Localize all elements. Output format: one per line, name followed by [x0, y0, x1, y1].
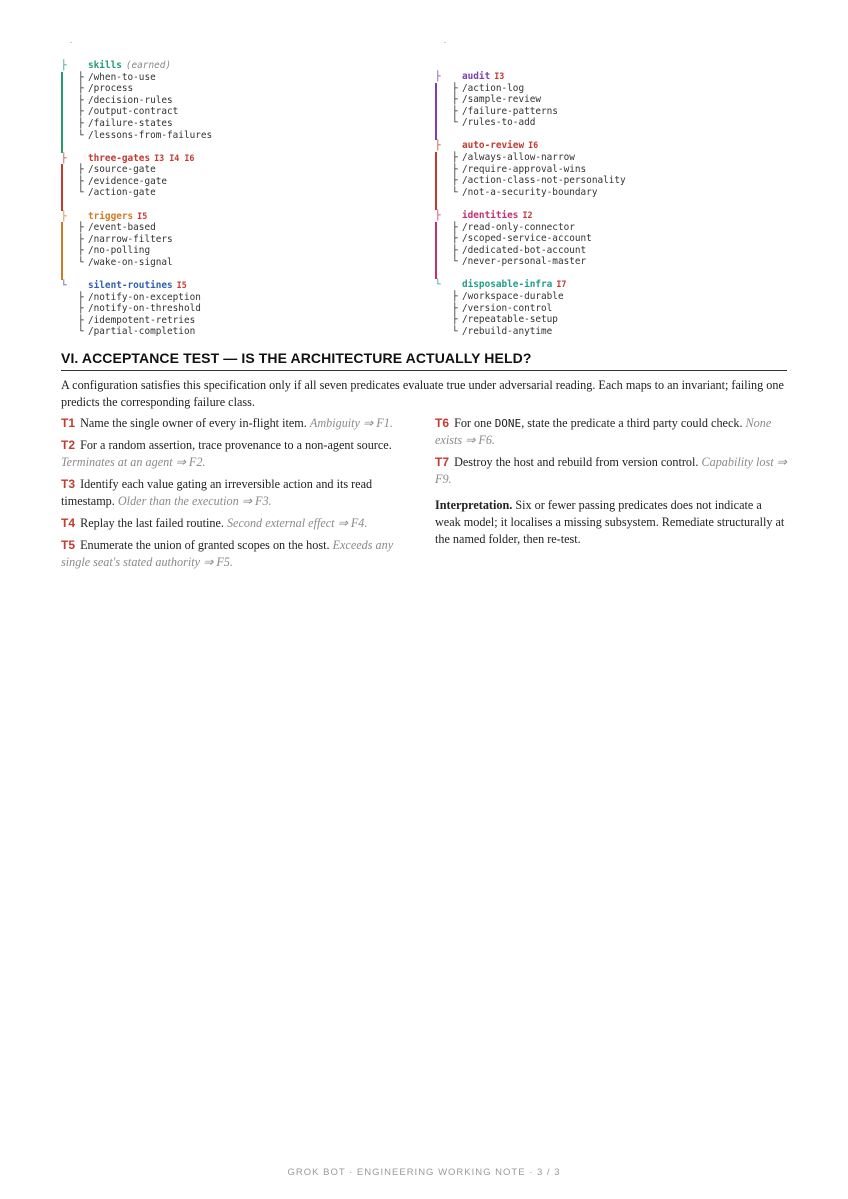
test-id: T3	[61, 477, 76, 491]
folder-label: disposable-infra	[462, 279, 553, 291]
test-id: T6	[435, 416, 450, 430]
test-failure: Exceeds any single seat's stated authority ⇒ F5.	[61, 538, 394, 569]
invariant-tag: I6	[528, 140, 539, 151]
test-id: T4	[61, 516, 76, 530]
subfolder-item	[452, 94, 541, 106]
subfolder-item	[452, 303, 552, 315]
subfolder-item	[452, 256, 586, 268]
subfolder-label: /lessons-from-failures	[88, 129, 213, 141]
folder-label: silent-routines	[88, 280, 173, 291]
subfolder-item	[78, 315, 195, 327]
subfolder-label: /not-a-security-boundary	[462, 186, 598, 198]
subfolder-row	[435, 117, 785, 129]
tree-line	[61, 118, 63, 130]
test-failure: Second external effect ⇒ F4.	[226, 516, 368, 530]
subfolder-item	[78, 234, 173, 246]
subfolder-label: /sample-review	[462, 94, 542, 106]
folder-name	[88, 211, 147, 223]
test-item	[435, 454, 787, 488]
folder-name	[88, 153, 194, 165]
branch-connector-icon: ├	[452, 94, 458, 106]
subfolder-label: /require-approval-wins	[462, 163, 587, 175]
interpretation-note	[435, 497, 787, 548]
test-item	[61, 537, 396, 571]
subfolder-item	[452, 83, 524, 95]
tree-line	[435, 175, 437, 187]
subfolder-item	[78, 83, 133, 95]
folder-tree-right	[435, 71, 785, 349]
section-intro: A configuration satisfies this specification only if all seven predicates evaluate true under adversarial reading. Each maps to an invariant; failing one predicts the corresponding failure class.	[61, 378, 784, 409]
tests-column-right	[435, 415, 787, 553]
folder-row	[61, 280, 401, 292]
branch-connector-icon: ├	[78, 291, 84, 303]
branch-connector-icon: ├	[78, 106, 84, 118]
subfolder-label: /when-to-use	[88, 71, 156, 83]
inline-code: DONE	[494, 417, 522, 430]
tree-line	[61, 130, 63, 142]
branch-connector-icon: ├	[452, 221, 458, 233]
tree-line	[435, 268, 437, 280]
subfolder-row	[435, 175, 785, 187]
subfolder-label: /decision-rules	[88, 94, 173, 106]
tree-line	[61, 257, 63, 269]
subfolder-label: /narrow-filters	[88, 233, 173, 245]
tree-line	[61, 106, 63, 118]
invariant-tag: I5	[137, 210, 148, 221]
tree-line	[61, 95, 63, 107]
folder-group	[61, 280, 401, 338]
subfolder-item	[78, 72, 156, 84]
branch-connector-icon: ├	[61, 60, 67, 71]
subfolder-label: /scoped-service-account	[462, 233, 592, 245]
invariant-tag: I2	[522, 209, 533, 220]
folder-row	[435, 71, 785, 83]
subfolder-item	[452, 117, 535, 129]
subfolder-label: /workspace-durable	[462, 291, 564, 302]
branch-connector-icon: ├	[452, 314, 458, 326]
test-failure: Older than the execution ⇒ F3.	[117, 494, 272, 508]
folder-group	[61, 60, 401, 141]
subfolder-item	[452, 175, 626, 187]
folder-label: audit	[462, 71, 491, 82]
subfolder-row	[61, 234, 401, 246]
subfolder-label: /always-allow-narrow	[462, 152, 575, 164]
folder-label: auto-review	[462, 140, 525, 152]
tree-line	[435, 233, 437, 245]
subfolder-item	[452, 233, 592, 245]
branch-connector-icon: ├	[78, 222, 84, 234]
page-footer: GROK BOT · ENGINEERING WORKING NOTE · 3 / 3	[287, 1167, 561, 1178]
branch-connector-icon: ├	[452, 105, 458, 117]
subfolder-label: /never-personal-master	[462, 256, 587, 268]
folder-name	[462, 71, 504, 83]
folder-name	[88, 60, 171, 72]
branch-connector-icon: ├	[452, 291, 458, 302]
folder-row	[435, 210, 785, 222]
branch-connector-icon: ├	[78, 94, 84, 106]
folder-name	[462, 140, 538, 152]
tree-line	[435, 164, 437, 176]
subfolder-label: /repeatable-setup	[462, 314, 558, 326]
folder-row	[61, 153, 401, 165]
subfolder-label: /rules-to-add	[462, 117, 536, 129]
subfolder-row	[61, 95, 401, 107]
subfolder-label: /action-gate	[88, 187, 156, 199]
interpretation-text: Six or fewer passing predicates does not indicate a weak model; it localises a missing subsystem. Remediate structurally at the named folder, then re-test.	[435, 498, 785, 546]
test-text: Enumerate the union of granted scopes on the host.	[80, 538, 330, 552]
branch-connector-icon: └	[452, 256, 458, 268]
test-item	[61, 476, 396, 510]
subfolder-item	[452, 106, 558, 118]
branch-connector-icon: ├	[61, 152, 67, 164]
subfolder-item	[78, 130, 212, 142]
branch-connector-icon: ├	[435, 209, 441, 221]
folder-row	[61, 211, 401, 223]
invariant-tag: I5	[176, 280, 187, 290]
subfolder-item	[78, 118, 173, 130]
subfolder-item	[452, 314, 558, 326]
test-item	[61, 415, 396, 432]
tree-line	[435, 129, 437, 141]
subfolder-row	[435, 106, 785, 118]
invariant-tag: I3 I4 I6	[154, 152, 195, 163]
tree-line	[435, 83, 437, 95]
test-id: T7	[435, 455, 450, 469]
subfolder-label: /notify-on-threshold	[88, 303, 201, 315]
subfolder-item	[452, 245, 586, 257]
tree-line	[435, 256, 437, 268]
subfolder-row	[61, 72, 401, 84]
test-text: For one	[454, 416, 492, 430]
section-heading: VI. ACCEPTANCE TEST — IS THE ARCHITECTURE ACTUALLY HELD?	[61, 350, 787, 371]
subfolder-label: /failure-patterns	[462, 105, 558, 117]
branch-connector-icon: └	[452, 117, 458, 129]
branch-connector-icon: ├	[78, 164, 84, 176]
subfolder-label: /version-control	[462, 302, 553, 314]
branch-connector-icon: └	[452, 325, 458, 337]
subfolder-label: /output-contract	[88, 106, 179, 118]
tree-line	[435, 106, 437, 118]
folder-name	[88, 280, 187, 292]
test-text: , state the predicate a third party could check.	[521, 416, 743, 430]
subfolder-item	[78, 187, 156, 199]
test-failure: Ambiguity ⇒ F1.	[309, 416, 393, 430]
subfolder-row	[435, 164, 785, 176]
subfolder-item	[78, 95, 173, 107]
subfolder-row	[61, 176, 401, 188]
branch-connector-icon: ├	[78, 314, 84, 326]
subfolder-label: /action-class-not-personality	[462, 175, 626, 187]
subfolder-row	[61, 257, 401, 269]
folder-group	[61, 153, 401, 199]
subfolder-row	[435, 233, 785, 245]
subfolder-row	[435, 187, 785, 199]
tree-line	[435, 187, 437, 199]
subfolder-row	[61, 292, 401, 304]
branch-connector-icon: └	[435, 279, 441, 291]
folder-row	[61, 60, 401, 72]
subfolder-label: /no-polling	[88, 245, 151, 257]
subfolder-row	[435, 303, 785, 315]
tree-line	[61, 164, 63, 176]
subfolder-item	[452, 326, 552, 338]
subfolder-row	[435, 83, 785, 95]
branch-connector-icon: ├	[61, 210, 67, 222]
subfolder-row	[61, 83, 401, 95]
test-text: Name the single owner of every in-flight item.	[80, 416, 307, 430]
branch-connector-icon: └	[61, 280, 67, 291]
subfolder-row	[61, 118, 401, 130]
subfolder-row	[435, 256, 785, 268]
subfolder-label: /rebuild-anytime	[462, 325, 553, 337]
subfolder-row	[435, 152, 785, 164]
folder-group	[61, 211, 401, 269]
subfolder-row	[435, 94, 785, 106]
subfolder-label: /event-based	[88, 222, 156, 234]
branch-connector-icon: └	[452, 186, 458, 198]
tests-column-left	[61, 415, 396, 576]
subfolder-label: /process	[88, 83, 134, 95]
branch-connector-icon: └	[78, 129, 84, 141]
subfolder-label: /read-only-connector	[462, 221, 575, 233]
subfolder-item	[78, 106, 178, 118]
folder-label: triggers	[88, 210, 134, 222]
branch-connector-icon: ├	[78, 71, 84, 83]
subfolder-label: /action-log	[462, 82, 525, 94]
tree-line	[61, 141, 63, 153]
subfolder-label: /dedicated-bot-account	[462, 244, 587, 256]
subfolder-item	[452, 187, 597, 199]
branch-connector-icon: ├	[78, 175, 84, 187]
invariant-tag: I3	[494, 71, 505, 81]
subfolder-row	[61, 222, 401, 234]
subfolder-item	[78, 303, 201, 315]
branch-connector-icon: ├	[452, 175, 458, 187]
branch-connector-icon: ├	[452, 163, 458, 175]
test-text: Destroy the host and rebuild from version control.	[454, 455, 699, 469]
test-text: Replay the last failed routine.	[80, 516, 224, 530]
folder-row	[435, 279, 785, 291]
folder-label: identities	[462, 209, 519, 221]
branch-connector-icon: ├	[78, 117, 84, 129]
folder-note: (earned)	[125, 60, 172, 71]
subfolder-row	[61, 245, 401, 257]
subfolder-item	[78, 164, 156, 176]
invariant-tag: I7	[556, 279, 567, 290]
subfolder-row	[61, 315, 401, 327]
subfolder-row	[61, 187, 401, 199]
folder-group	[435, 71, 785, 129]
tree-line	[435, 198, 437, 210]
folder-label: skills	[88, 60, 122, 71]
tree-line	[435, 117, 437, 129]
folder-tree-left	[61, 60, 401, 349]
subfolder-label: /evidence-gate	[88, 175, 168, 187]
subfolder-row	[435, 245, 785, 257]
branch-connector-icon: ├	[452, 244, 458, 256]
branch-connector-icon: ├	[78, 245, 84, 257]
subfolder-item	[78, 222, 156, 234]
test-item	[61, 437, 396, 471]
subfolder-row	[61, 303, 401, 315]
branch-connector-icon: ├	[78, 83, 84, 95]
subfolder-row	[435, 291, 785, 303]
branch-connector-icon: └	[78, 256, 84, 268]
branch-connector-icon: └	[78, 187, 84, 199]
subfolder-item	[78, 326, 195, 338]
subfolder-item	[78, 176, 167, 188]
folder-label: three-gates	[88, 152, 151, 164]
folder-row	[435, 140, 785, 152]
tree-line	[435, 245, 437, 257]
subfolder-row	[435, 314, 785, 326]
test-id: T2	[61, 438, 76, 452]
subfolder-row	[61, 164, 401, 176]
test-failure: Terminates at an agent ⇒ F2.	[61, 455, 206, 469]
subfolder-label: /wake-on-signal	[88, 256, 173, 268]
branch-connector-icon: ├	[78, 233, 84, 245]
branch-connector-icon: ├	[78, 303, 84, 315]
tree-line	[61, 199, 63, 211]
subfolder-row	[435, 326, 785, 338]
branch-connector-icon: ├	[452, 233, 458, 245]
crop-mark	[70, 42, 72, 43]
branch-connector-icon: ├	[452, 302, 458, 314]
folder-name	[462, 279, 566, 291]
subfolder-label: /notify-on-exception	[88, 291, 201, 303]
interpretation-label: Interpretation.	[435, 498, 513, 512]
subfolder-row	[61, 326, 401, 338]
test-item	[435, 415, 787, 449]
folder-group	[435, 140, 785, 198]
subfolder-item	[78, 245, 150, 257]
tree-line	[61, 176, 63, 188]
subfolder-label: /idempotent-retries	[88, 314, 196, 326]
crop-mark	[444, 42, 446, 43]
test-text: Identify each value gating an irreversible action and its read timestamp.	[61, 477, 373, 508]
subfolder-row	[435, 222, 785, 234]
tree-line	[435, 152, 437, 164]
test-failure: None exists ⇒ F6.	[435, 416, 772, 447]
branch-connector-icon: ├	[452, 152, 458, 164]
test-item	[61, 515, 396, 532]
folder-group	[435, 210, 785, 268]
tree-line	[61, 245, 63, 257]
folder-name	[462, 210, 533, 222]
branch-connector-icon: ├	[435, 71, 441, 82]
branch-connector-icon: ├	[435, 140, 441, 152]
tree-line	[61, 222, 63, 234]
test-text: For a random assertion, trace provenance to a non-agent source.	[80, 438, 392, 452]
tree-line	[61, 187, 63, 199]
subfolder-label: /partial-completion	[88, 326, 196, 338]
subfolder-row	[61, 130, 401, 142]
tree-line	[61, 83, 63, 95]
tree-line	[61, 72, 63, 84]
subfolder-item	[452, 291, 564, 303]
branch-connector-icon: └	[78, 326, 84, 338]
tree-line	[61, 269, 63, 281]
tree-line	[61, 234, 63, 246]
subfolder-row	[61, 106, 401, 118]
tree-line	[435, 94, 437, 106]
branch-connector-icon: ├	[452, 82, 458, 94]
test-id: T5	[61, 538, 76, 552]
folder-group	[435, 279, 785, 337]
subfolder-label: /source-gate	[88, 164, 156, 176]
subfolder-item	[452, 152, 575, 164]
subfolder-item	[78, 257, 173, 269]
test-failure: Capability lost ⇒ F9.	[435, 455, 787, 486]
subfolder-item	[452, 164, 586, 176]
subfolder-item	[78, 292, 201, 304]
tree-line	[435, 222, 437, 234]
test-id: T1	[61, 416, 76, 430]
subfolder-item	[452, 222, 575, 234]
subfolder-label: /failure-states	[88, 117, 173, 129]
